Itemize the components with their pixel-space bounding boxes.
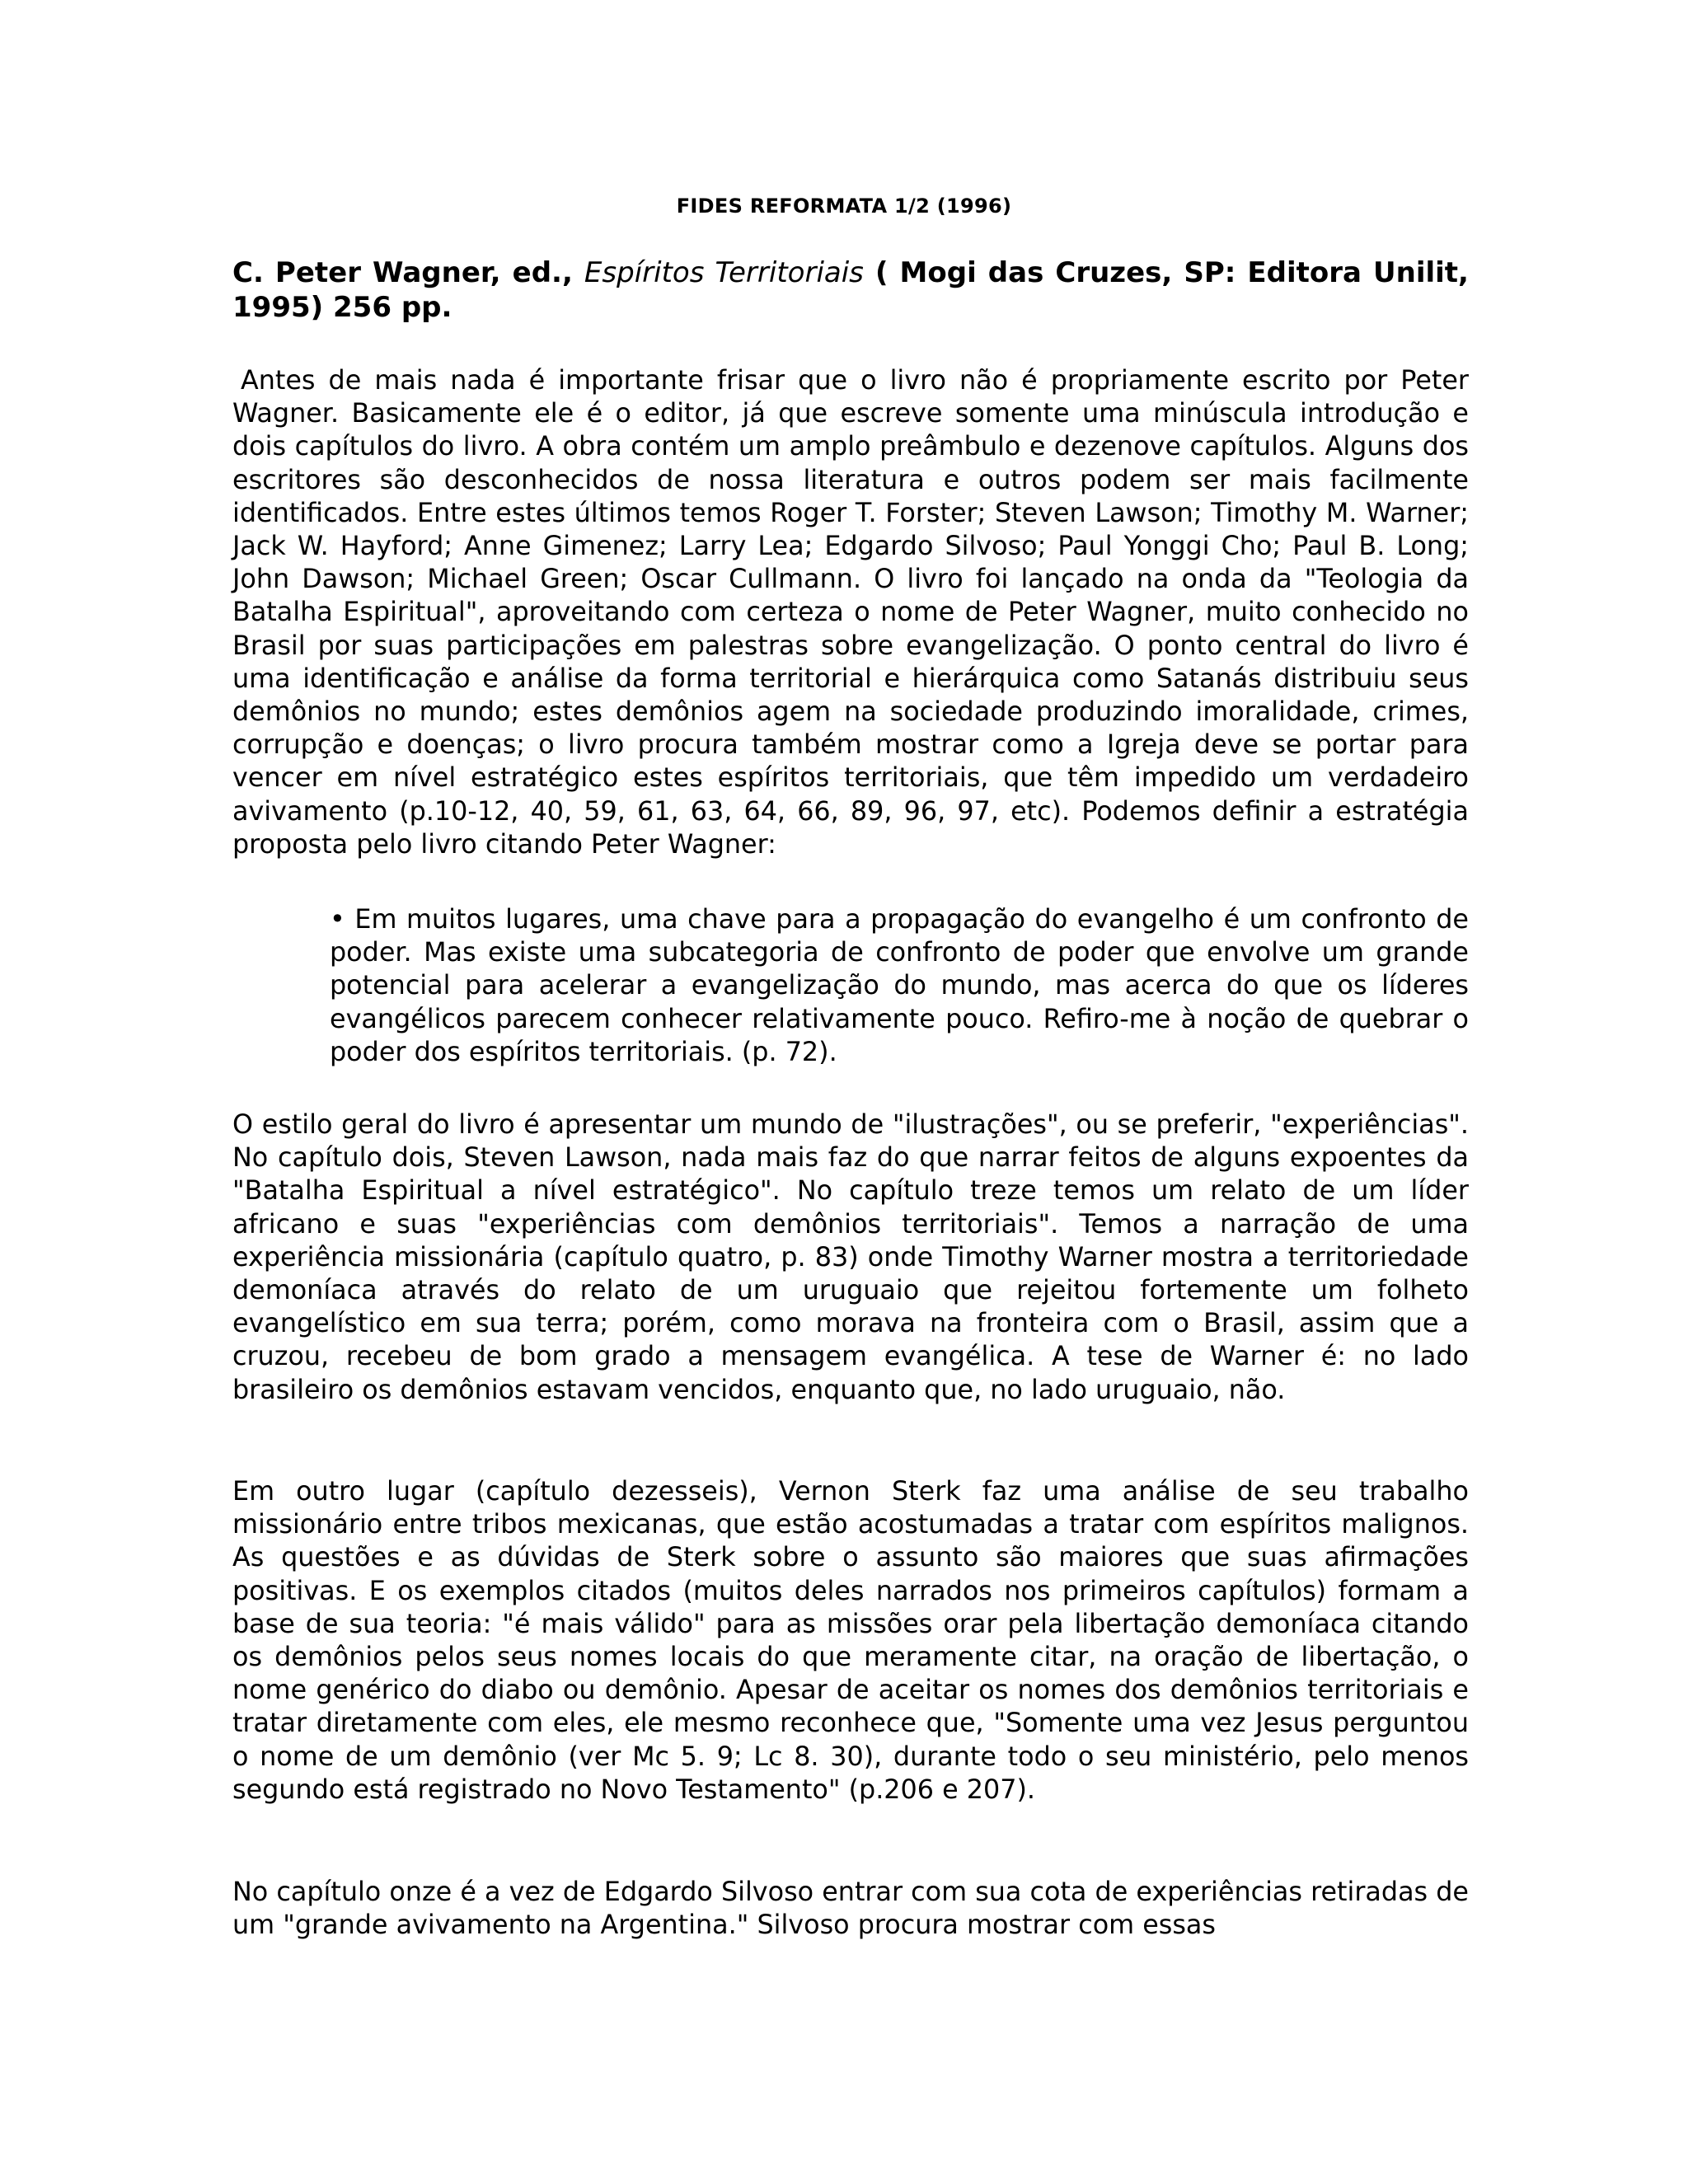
book-title: Espíritos Territoriais (584, 256, 864, 289)
running-header: FIDES REFORMATA 1/2 (1996) (676, 194, 1012, 218)
body-paragraph-3: Em outro lugar (capítulo dezesseis), Vernon Sterk faz uma análise de seu trabalho missionário entre tribos mexicanas, que estão acostumadas a tratar com espíritos malignos. As questões e as dúvidas de Sterk sobre o assunto são maiores que suas afirmações positivas. E os exemplos citados (muitos deles narrados nos primeiros capítulos) formam a base de sua teoria: "é mais válido" para as missões orar pela libertação demoníaca citando os demônios pelos seus nomes locais do que meramente citar, na oração de libertação, o nome genérico do diabo ou demônio. Apesar de aceitar os nomes dos demônios territoriais e tratar diretamente com eles, ele mesmo reconhece que, "Somente uma vez Jesus perguntou o nome de um demônio (ver Mc 5. 9; Lc 8. 30), durante todo o seu ministério, pelo menos segundo está registrado no Novo Testamento" (p.206 e 207). (232, 1476, 1469, 1805)
quote-text: Em muitos lugares, uma chave para a propagação do evangelho é um confronto de poder. Mas existe uma subcategoria de confronto de poder que envolve um grande potencial para acelerar a evangelização do mundo, mas acerca do que os líderes evangélicos parecem conhecer relativamente pouco. Refiro-me à noção de quebrar o poder dos espíritos territoriais. (p. 72). (330, 904, 1469, 1067)
block-quote (330, 903, 1469, 1069)
body-paragraph-1: Antes de mais nada é importante frisar que o livro não é propriamente escrito por Peter Wagner. Basicamente ele é o editor, já que escreve somente uma minúscula introdução e dois capítulos do livro. A obra contém um amplo preâmbulo e dezenove capítulos. Alguns dos escritores são desconhecidos de nossa literatura e outros podem ser mais facilmente identificados. Entre estes últimos temos Roger T. Forster; Steven Lawson; Timothy M. Warner; Jack W. Hayford; Anne Gimenez; Larry Lea; Edgardo Silvoso; Paul Yonggi Cho; Paul B. Long; John Dawson; Michael Green; Oscar Cullmann. O livro foi lançado na onda da "Teologia da Batalha Espiritual", aproveitando com certeza o nome de Peter Wagner, muito conhecido no Brasil por suas participações em palestras sobre evangelização. O ponto central do livro é uma identificação e análise da forma territorial e hierárquica como Satanás distribuiu seus demônios no mundo; estes demônios agem na sociedade produzindo imoralidade, crimes, corrupção e doenças; o livro procura também mostrar como a Igreja deve se portar para vencer em nível estratégico estes espíritos territoriais, que têm impedido um verdadeiro avivamento (p.10-12, 40, 59, 61, 63, 64, 66, 89, 96, 97, etc). Podemos definir a estratégia proposta pelo livro citando Peter Wagner: (232, 365, 1469, 860)
bullet-icon: • (330, 904, 345, 935)
body-paragraph-2: O estilo geral do livro é apresentar um mundo de "ilustrações", ou se preferir, "experiências". No capítulo dois, Steven Lawson, nada mais faz do que narrar feitos de alguns expoentes da "Batalha Espiritual a nível estratégico". No capítulo treze temos um relato de um líder africano e suas "experiências com demônios territoriais". Temos a narração de uma experiência missionária (capítulo quatro, p. 83) onde Timothy Warner mostra a territoriedade demoníaca através do relato de um uruguaio que rejeitou fortemente um folheto evangelístico em sua terra; porém, como morava na fronteira com o Brasil, assim que a cruzou, recebeu de bom grado a mensagem evangélica. A tese de Warner é: no lado brasileiro os demônios estavam vencidos, enquanto que, no lado uruguaio, não. (232, 1109, 1469, 1405)
review-citation (232, 255, 1469, 325)
publication-info: ( Mogi das Cruzes, SP: Editora Unilit, 1995) 256 pp. (232, 256, 1469, 324)
body-paragraph-4: No capítulo onze é a vez de Edgardo Silvoso entrar com sua cota de experiências retiradas de um "grande avivamento na Argentina." Silvoso procura mostrar com essas (232, 1877, 1469, 1941)
book-editor: C. Peter Wagner, ed., (232, 256, 573, 289)
